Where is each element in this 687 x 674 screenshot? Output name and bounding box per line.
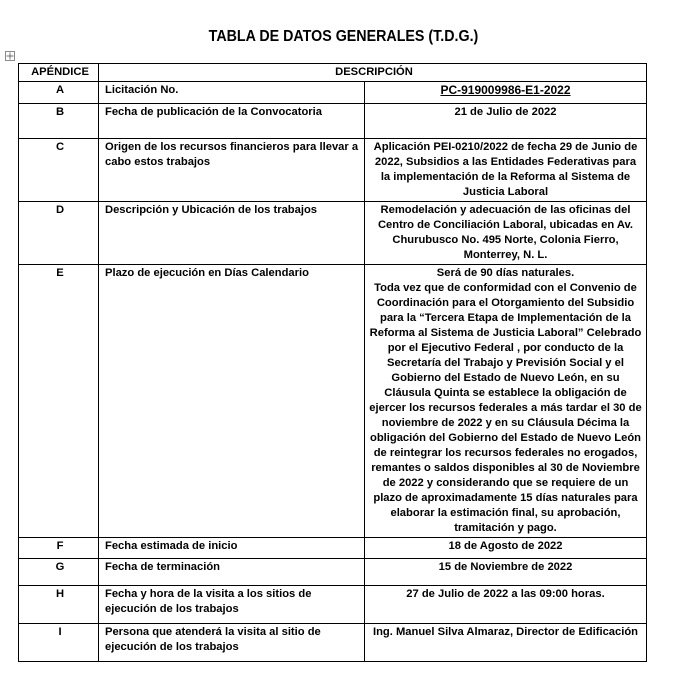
- header-apendice: APÉNDICE: [19, 64, 99, 82]
- row-value-line: Será de 90 días naturales.: [436, 267, 575, 279]
- table-row: [19, 586, 647, 624]
- header-descripcion: DESCRIPCIÓN: [99, 64, 647, 82]
- row-label: Fecha y hora de la visita a los sitios de ejecución de los trabajos: [99, 586, 365, 624]
- row-key: G: [19, 559, 99, 586]
- row-value: Aplicación PEI-0210/2022 de fecha 29 de Junio de 2022, Subsidios a las Entidades Federativas para la implementación de la Reforma al Sistema de Justicia Laboral: [365, 139, 647, 202]
- row-key: B: [19, 104, 99, 139]
- row-label: Fecha de terminación: [99, 559, 365, 586]
- table-row: [19, 104, 647, 139]
- table-move-handle-icon[interactable]: [5, 51, 15, 61]
- row-key: I: [19, 624, 99, 662]
- row-value: 27 de Julio de 2022 a las 09:00 horas.: [365, 586, 647, 624]
- row-value: Remodelación y adecuación de las oficinas del Centro de Conciliación Laboral, ubicadas en Av. Churubusco No. 495 Norte, Colonia Fierro, Monterrey, N. L.: [365, 202, 647, 265]
- row-label: Descripción y Ubicación de los trabajos: [99, 202, 365, 265]
- document-title: TABLA DE DATOS GENERALES (T.D.G.): [208, 28, 479, 45]
- row-key: E: [19, 265, 99, 538]
- row-key: A: [19, 82, 99, 104]
- table-header-row: [19, 64, 647, 82]
- row-value: 15 de Noviembre de 2022: [365, 559, 647, 586]
- general-data-table: [18, 63, 647, 662]
- row-label: Fecha estimada de inicio: [99, 538, 365, 559]
- row-value: 18 de Agosto de 2022: [365, 538, 647, 559]
- row-label: Fecha de publicación de la Convocatoria: [99, 104, 365, 139]
- row-label: Plazo de ejecución en Días Calendario: [99, 265, 365, 538]
- table-row: [19, 139, 647, 202]
- table-row: [19, 624, 647, 662]
- row-key: C: [19, 139, 99, 202]
- row-value: 21 de Julio de 2022: [365, 104, 647, 139]
- table-row: [19, 202, 647, 265]
- row-value: [365, 82, 647, 104]
- row-key: H: [19, 586, 99, 624]
- table-row: [19, 538, 647, 559]
- row-value: Ing. Manuel Silva Almaraz, Director de Edificación: [365, 624, 647, 662]
- row-label: Licitación No.: [99, 82, 365, 104]
- row-label: Origen de los recursos financieros para llevar a cabo estos trabajos: [99, 139, 365, 202]
- table-row: [19, 82, 647, 104]
- row-value: [365, 265, 647, 538]
- table-row: [19, 559, 647, 586]
- row-value-detail: Toda vez que de conformidad con el Convenio de Coordinación para el Otorgamiento del Subsidio para la “Tercera Etapa de Implementación de la Reforma al Sistema de Justicia Laboral” Celebrado por el Ejecutivo Federal , por conducto de la Secretaría del Trabajo y Previsión Social y el Gobierno del Estado de Nuevo León, en su Cláusula Quinta se establece la obligación de ejercer los recursos federales a más tardar el 30 de noviembre de 2022 y en su Cláusula Décima la obligación del Gobierno del Estado de Nuevo León de reintegrar los recursos federales no erogados, remantes o saldos disponibles al 30 de Noviembre de 2022 y considerando que se requiere de un plazo de aproximadamente 15 días naturales para elaborar la estimación final, su aprobación, tramitación y pago.: [369, 282, 642, 534]
- tender-number: PC-919009986-E1-2022: [440, 83, 571, 97]
- row-label: Persona que atenderá la visita al sitio de ejecución de los trabajos: [99, 624, 365, 662]
- row-key: D: [19, 202, 99, 265]
- table-row: [19, 265, 647, 538]
- row-key: F: [19, 538, 99, 559]
